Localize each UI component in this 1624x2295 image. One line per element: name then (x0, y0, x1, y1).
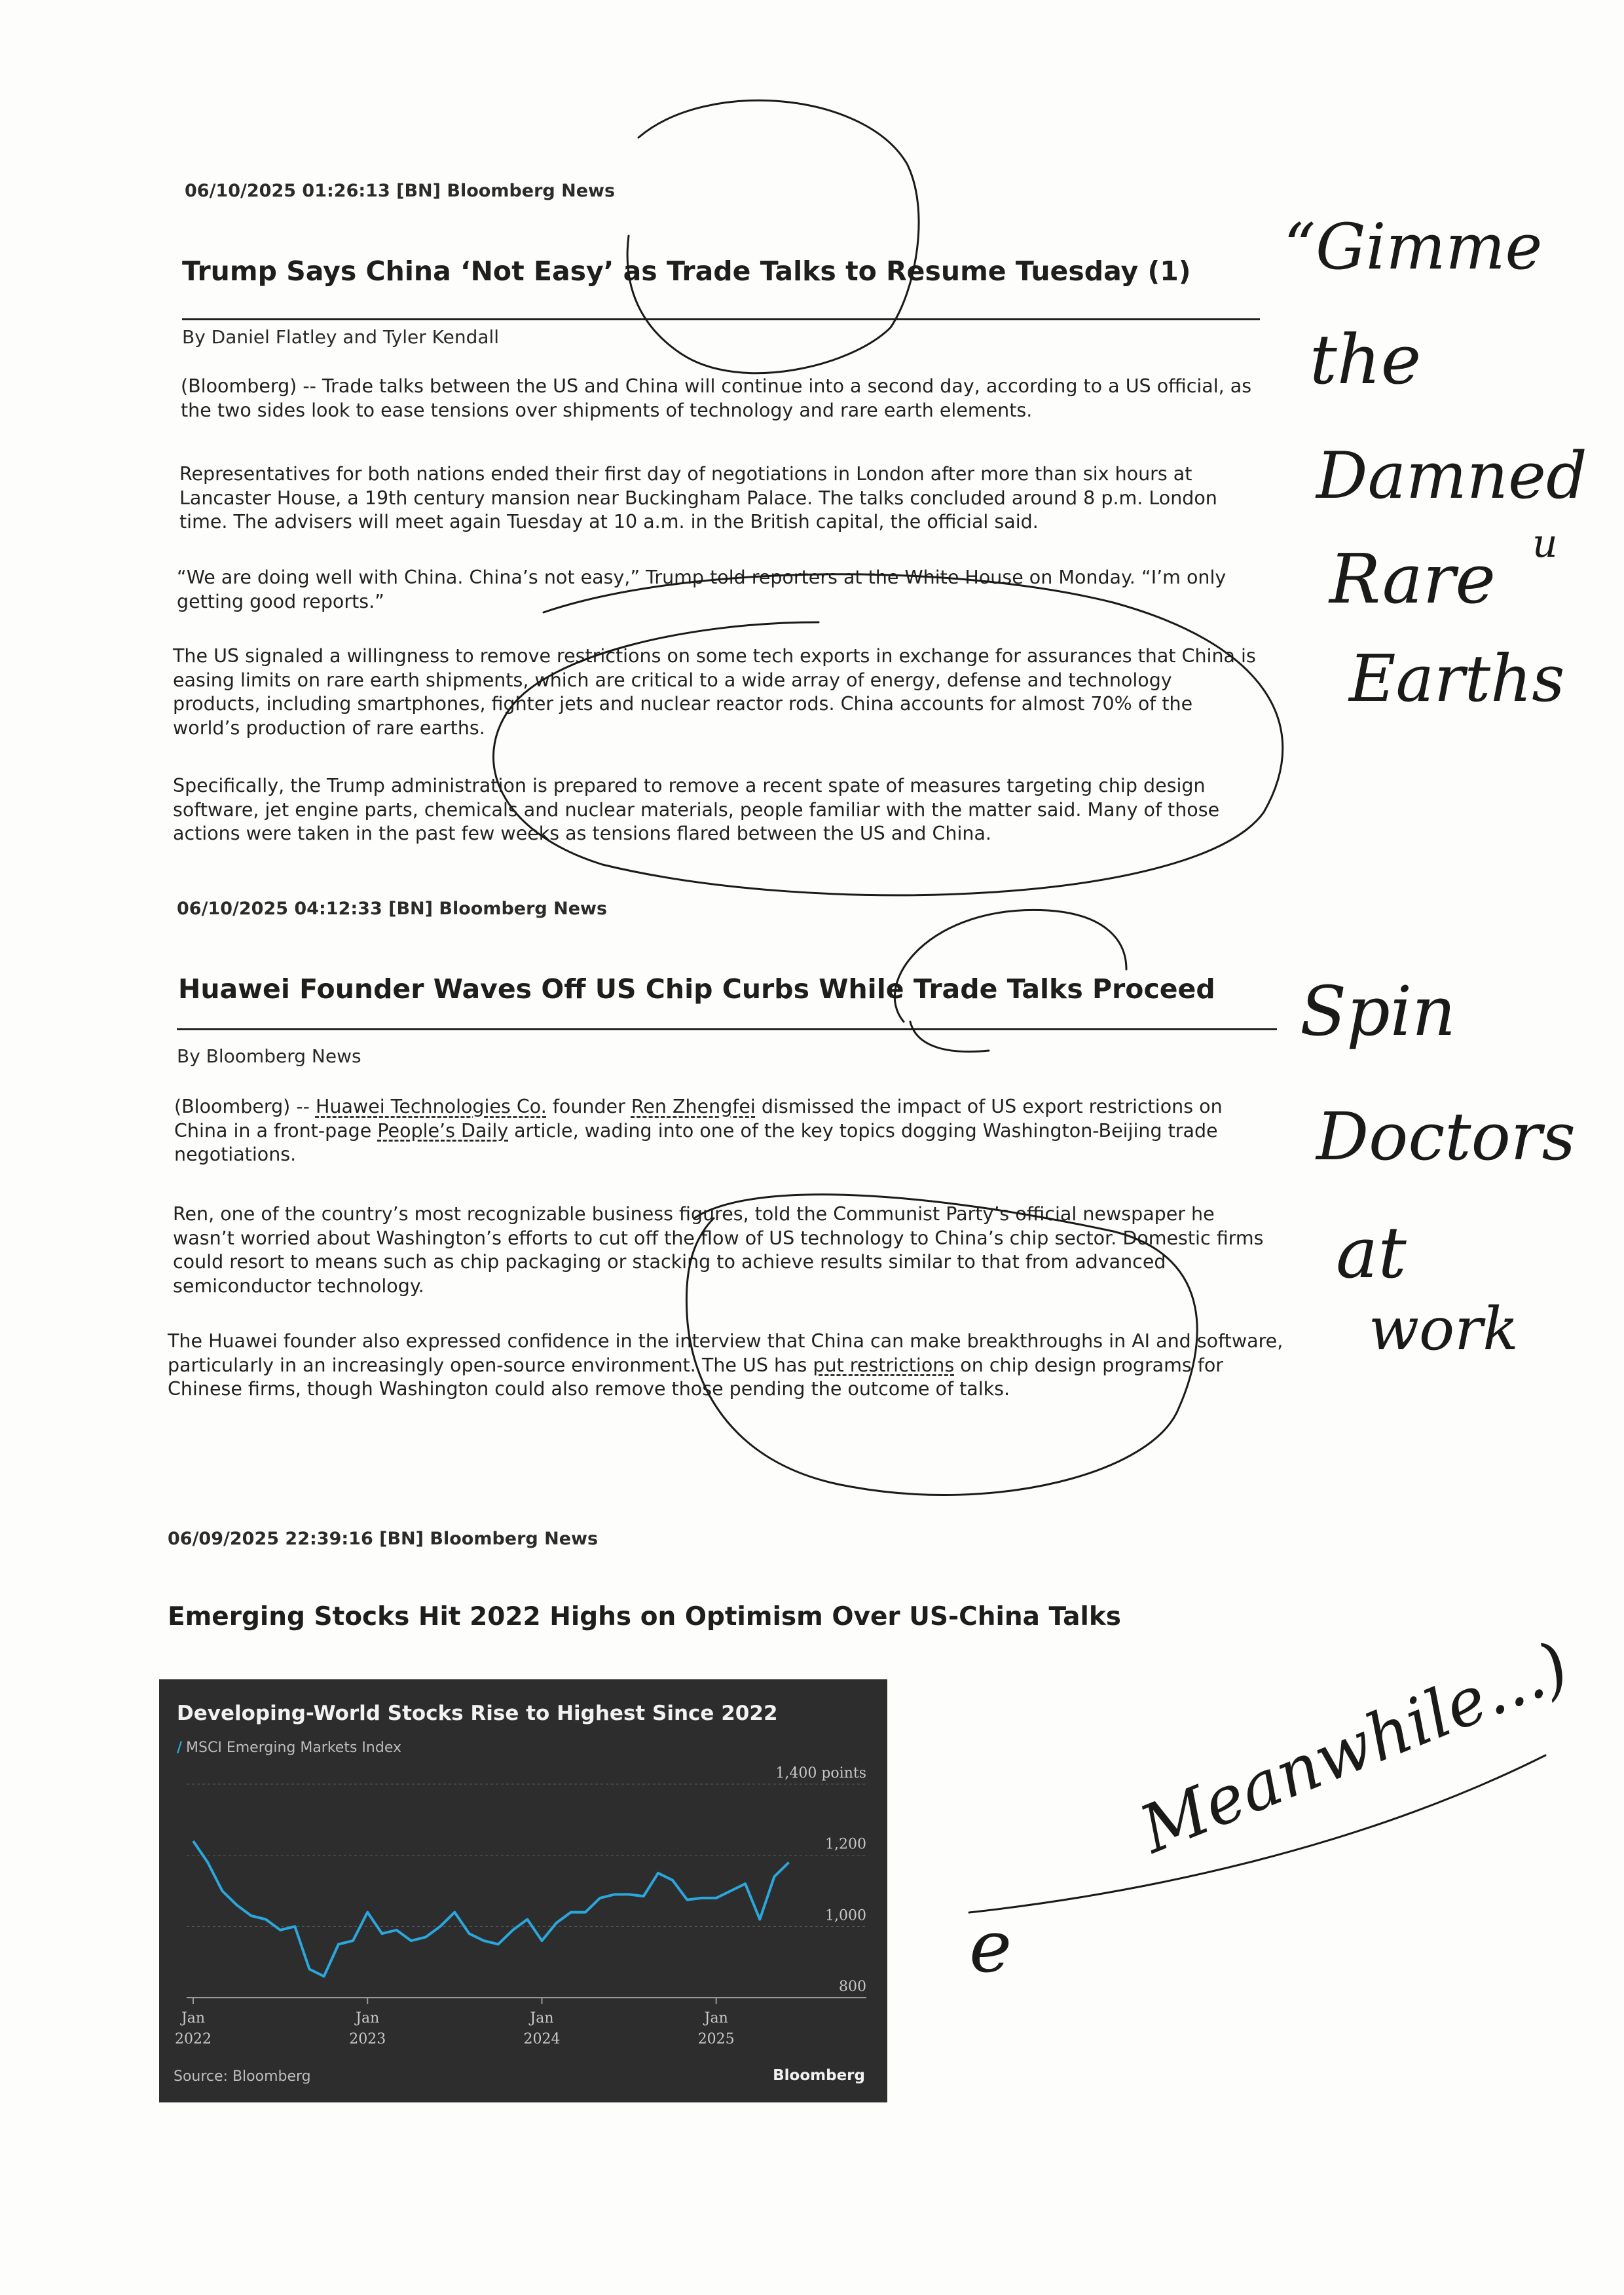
chart-x-tick-label: Jan (704, 2010, 728, 2026)
article-1-paragraph: Representatives for both nations ended their first day of negotiations in London after more than six hours at Lancaster House, a 19th century mansion near Buckingham Palace. The talks concluded around 8 p.m. London time. The advisers will meet again Tuesday at 10 a.m. in the British capital, the official said. (179, 463, 1217, 532)
chart-x-tick-label: 2025 (697, 2031, 735, 2047)
article-2-dateline: 06/10/2025 04:12:33 [BN] Bloomberg News (177, 899, 608, 919)
article-1-headline: Trump Says China ‘Not Easy’ as Trade Talks to Resume Tuesday (1) (182, 255, 1191, 287)
annotation-text: “Gimme (1283, 210, 1543, 284)
article-1-paragraph: Specifically, the Trump administration is prepared to remove a recent spate of measures targeting chip design software, jet engine parts, chemicals and nuclear materials, people familiar with the matter said. Many of those actions were taken in the past few weeks as tensions flared between the US and China. (173, 775, 1220, 844)
chart-y-tick-label: 1,000 (825, 1907, 866, 1924)
annotation-text: u (1532, 521, 1558, 567)
article-2-paragraph: Ren, one of the country’s most recognizable business figures, told the Communist Party’s official newspaper he wasn’t worried about Washington’s efforts to cut off the flow of US technology to China’s chip sector. Domestic firms could resort to means such as chip packaging or stacking to achieve results similar to that from advanced semiconductor technology. (173, 1203, 1264, 1297)
chart-y-tick-label: 800 (839, 1979, 866, 1995)
article-2-headline: Huawei Founder Waves Off US Chip Curbs While Trade Talks Proceed (178, 973, 1215, 1005)
article-1-byline: By Daniel Flatley and Tyler Kendall (182, 326, 500, 348)
pen-circle (627, 100, 919, 373)
paragraph-text: founder (546, 1096, 631, 1117)
pen-underline (969, 1755, 1545, 1912)
article-3-headline: Emerging Stocks Hit 2022 Highs on Optimism Over US-China Talks (168, 1602, 1121, 1632)
annotation-text: Damned (1316, 439, 1587, 513)
article-2-paragraph (168, 1330, 1289, 1402)
article-2-byline: By Bloomberg News (177, 1045, 361, 1067)
chart-brand-logo: Bloomberg (773, 2067, 865, 2084)
article-1-rule (182, 318, 1260, 320)
chart-x-tick-label: 2022 (175, 2031, 212, 2047)
paragraph-text: dismissed the impact of US export restrictions on China in a front-page (174, 1096, 1223, 1142)
paragraph-text: The Huawei founder also expressed confidence in the interview that China can make breakthroughs in AI and software, particularly in an increasingly open-source environment. The US has (168, 1330, 1283, 1376)
chart-x-tick-label: 2023 (349, 2031, 386, 2047)
chart-title: Developing-World Stocks Rise to Highest Since 2022 (177, 1702, 778, 1725)
article-1-paragraph: “We are doing well with China. China’s not easy,” Trump told reporters at the White House on Monday. “I’m only getting good reports.” (177, 567, 1227, 612)
annotation-text: e (969, 1905, 1012, 1988)
pen-circle (895, 910, 1126, 1022)
link-put-restrictions[interactable]: put restrictions (813, 1354, 955, 1376)
article-1-paragraph: The US signaled a willingness to remove restrictions on some tech exports in exchange for assurances that China is easing limits on rare earth shipments, which are critical to a wide array of energy, defense and technology products, including smartphones, fighter jets and nuclear reactor rods. China accounts for almost 70% of the world’s production of rare earths. (173, 645, 1256, 739)
annotation-text: Rare (1329, 539, 1496, 619)
article-3-dateline: 06/09/2025 22:39:16 [BN] Bloomberg News (168, 1529, 599, 1549)
chart-x-tick-label: 2024 (523, 2031, 561, 2047)
legend-line-icon: / (177, 1740, 183, 1756)
chart-y-tick-label: 1,400 points (775, 1765, 866, 1782)
article-1-paragraph: (Bloomberg) -- Trade talks between the US and China will continue into a second day, according to a US official, as the two sides look to ease tensions over shipments of technology and rare earth elements. (181, 375, 1252, 421)
legend-label: MSCI Emerging Markets Index (186, 1740, 401, 1756)
chart-plot (159, 1679, 887, 2102)
chart-y-tick-label: 1,200 (825, 1836, 866, 1853)
chart-x-tick-label: Jan (181, 2010, 206, 2026)
chart-series-line (193, 1841, 789, 1977)
annotation-text: the (1310, 320, 1422, 400)
article-2-paragraph (174, 1095, 1261, 1167)
link-ren-zhengfei[interactable]: Ren Zhengfei (631, 1096, 756, 1117)
chart-source: Source: Bloomberg (174, 2068, 311, 2085)
paragraph-text: article, wading into one of the key topics dogging Washington-Beijing trade negotiations. (174, 1119, 1218, 1165)
article-1-dateline: 06/10/2025 01:26:13 [BN] Bloomberg News (185, 181, 616, 201)
annotation-text: Meanwhile...) (1130, 1627, 1579, 1869)
chart-x-tick-label: Jan (530, 2010, 554, 2026)
chart-x-tick-label: Jan (356, 2010, 380, 2026)
annotation-text: Earths (1349, 642, 1565, 717)
article-2-rule (177, 1028, 1277, 1030)
annotation-text: at (1336, 1212, 1407, 1294)
annotation-text: Spin (1300, 971, 1456, 1051)
link-huawei-technologies[interactable]: Huawei Technologies Co. (315, 1096, 547, 1117)
link-peoples-daily[interactable]: People’s Daily (377, 1119, 509, 1142)
paragraph-text: (Bloomberg) -- (174, 1096, 316, 1117)
annotation-text: Doctors (1316, 1098, 1576, 1175)
msci-chart (159, 1679, 887, 2102)
paragraph-text: on chip design programs for Chinese firms, though Washington could also remove those pending the outcome of talks. (168, 1354, 1223, 1400)
annotation-text: work (1369, 1295, 1519, 1364)
